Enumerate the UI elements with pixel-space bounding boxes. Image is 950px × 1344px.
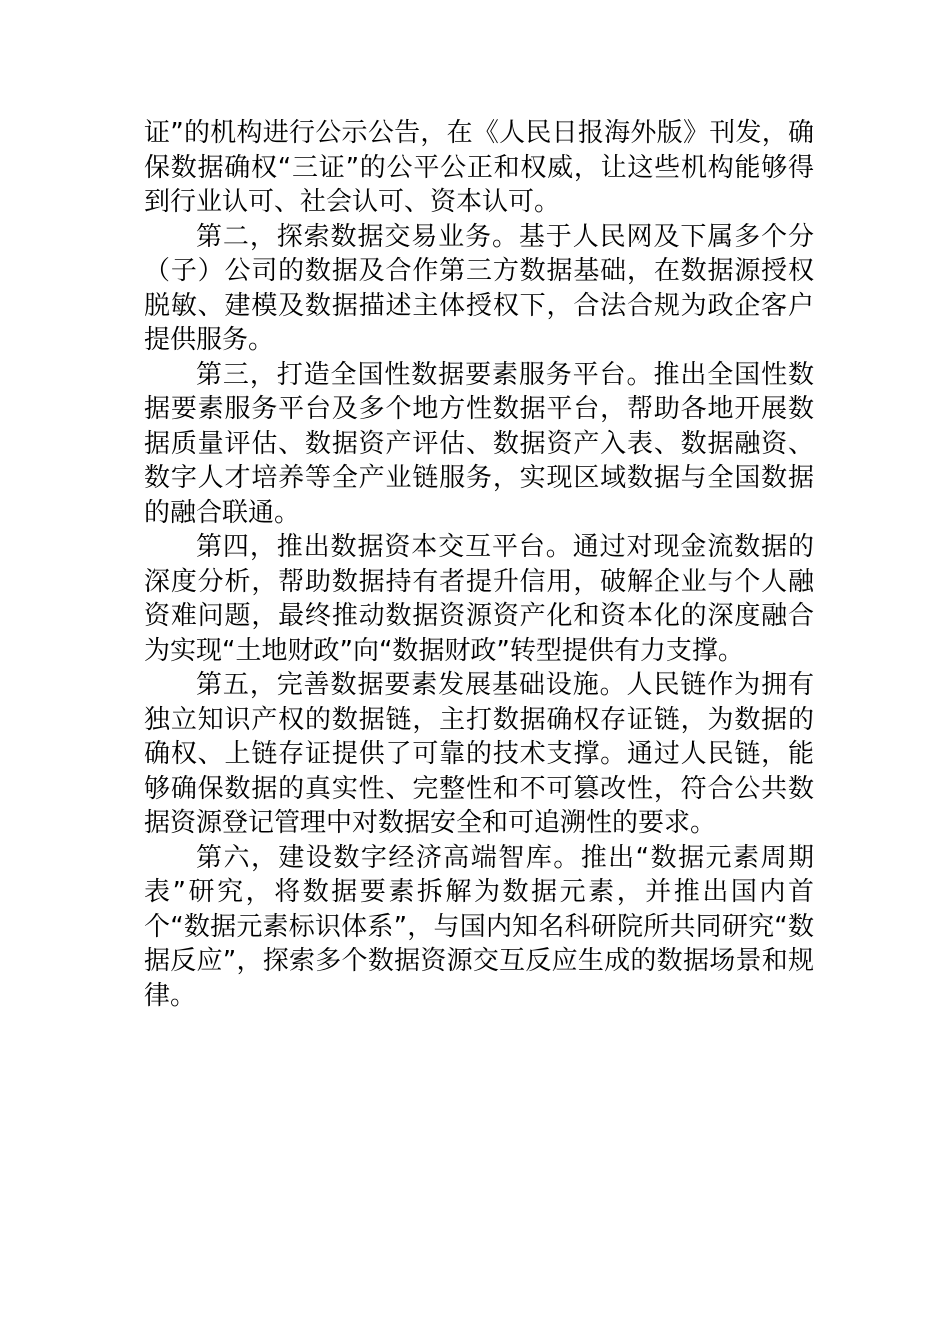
paragraph-fifth: 第五，完善数据要素发展基础设施。人民链作为拥有独立知识产权的数据链，主打数据确权存证链，为数据的确权、上链存证提供了可靠的技术支撑。通过人民链，能够确保数据的真实性、完整性和不可篡改性，符合公共数据资源登记管理中对数据安全和可追溯性的要求。: [144, 670, 814, 838]
paragraph-continuation: 证”的机构进行公示公告，在《人民日报海外版》刊发，确保数据确权“三证”的公平公正和权威，让这些机构能够得到行业认可、社会认可、资本认可。: [144, 118, 814, 217]
body-text: [144, 116, 814, 1013]
paragraph-fourth: 第四，推出数据资本交互平台。通过对现金流数据的深度分析，帮助数据持有者提升信用，破解企业与个人融资难问题，最终推动数据资源资产化和资本化的深度融合为实现“土地财政”向“数据财政”转型提供有力支撑。: [144, 532, 814, 666]
paragraph-second: 第二，探索数据交易业务。基于人民网及下属多个分（子）公司的数据及合作第三方数据基础，在数据源授权脱敏、建模及数据描述主体授权下，合法合规为政企客户提供服务。: [144, 221, 814, 355]
paragraph-sixth: 第六，建设数字经济高端智库。推出“数据元素周期表”研究，将数据要素拆解为数据元素，并推出国内首个“数据元素标识体系”，与国内知名科研院所共同研究“数据反应”，探索多个数据资源交互反应生成的数据场景和规律。: [144, 842, 814, 1011]
paragraph-third: 第三，打造全国性数据要素服务平台。推出全国性数据要素服务平台及多个地方性数据平台，帮助各地开展数据质量评估、数据资产评估、数据资产入表、数据融资、数字人才培养等全产业链服务，实现区域数据与全国数据的融合联通。: [144, 359, 814, 528]
